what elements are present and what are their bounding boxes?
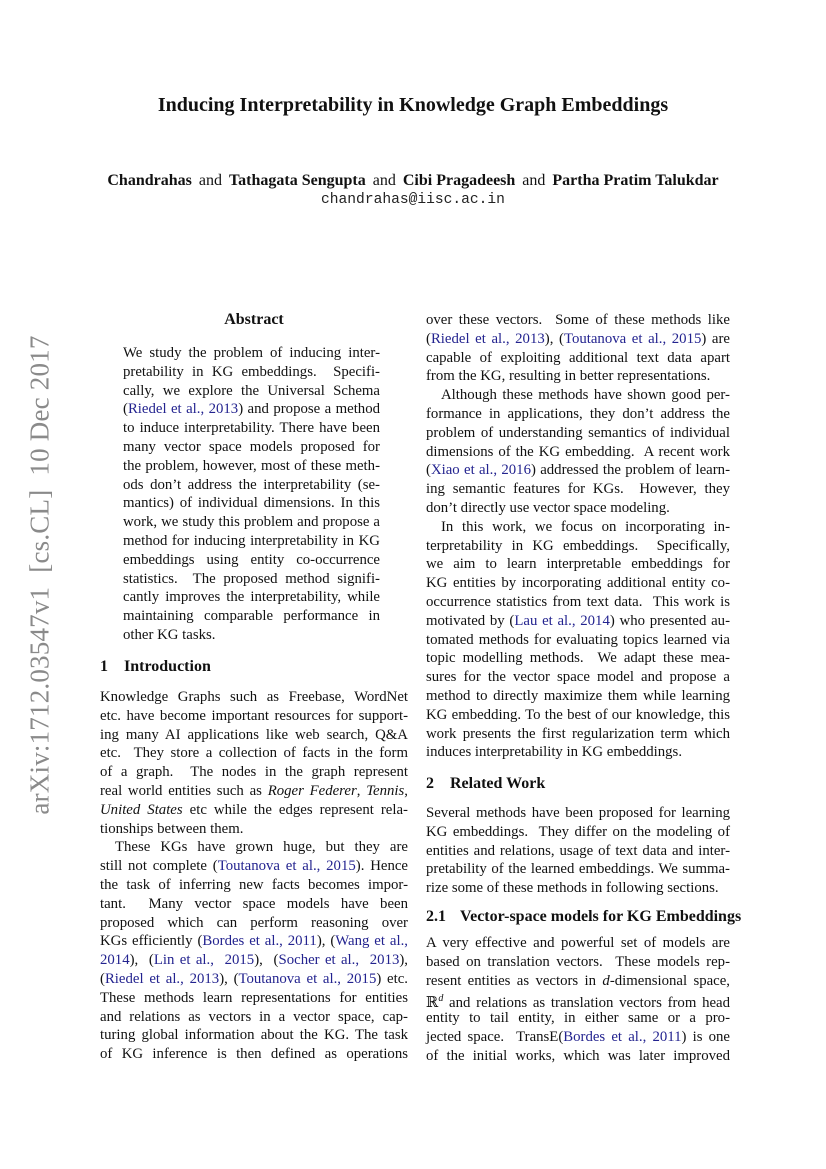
text-run: pretability in KG embeddings. Specifi- xyxy=(123,363,380,380)
text-run: ) are xyxy=(701,330,730,347)
text-line xyxy=(426,1009,730,1028)
text-line xyxy=(426,879,730,898)
text-line xyxy=(123,400,380,419)
text-line xyxy=(100,1008,408,1027)
paragraph xyxy=(426,518,730,762)
text-run: over these vectors. Some of these methods like xyxy=(426,312,730,328)
text-line xyxy=(426,555,730,574)
citation-link[interactable]: Toutanova et al., 2015 xyxy=(238,970,377,987)
arxiv-stamp xyxy=(25,328,56,821)
text-line xyxy=(426,405,730,424)
text-block xyxy=(426,311,730,762)
citation-link[interactable]: Toutanova et al., 2015 xyxy=(563,330,702,347)
text-line xyxy=(426,499,730,518)
text-run: entity to tail entity, in either same or a pro- xyxy=(426,1010,730,1027)
text-line xyxy=(426,461,730,480)
text-run: We study the problem of inducing inter- xyxy=(123,345,380,361)
text-run: ( xyxy=(426,462,431,479)
text-run: cally, we explore the Universal Schema xyxy=(123,382,380,399)
text-run: ( xyxy=(100,970,105,987)
math-symbol: d xyxy=(602,972,610,989)
text-run: In this work, we focus on incorporating in- xyxy=(441,518,730,535)
text-run: work presents the first regularization term which xyxy=(426,725,730,742)
text-line xyxy=(123,457,380,476)
text-run: , xyxy=(404,782,408,799)
text-line xyxy=(426,443,730,462)
text-run: mantics) of individual dimensions. In this xyxy=(123,495,380,512)
text-line xyxy=(100,989,408,1008)
text-line xyxy=(100,1026,408,1045)
text-run: pretability of the learned embeddings. We summa- xyxy=(426,861,730,878)
citation-link[interactable]: Bordes et al., 2011 xyxy=(563,1028,682,1045)
text-run: rize some of these methods in following sections. xyxy=(426,880,719,897)
text-run: induces interpretability in KG embeddings. xyxy=(426,744,683,761)
citation-link[interactable]: Riedel et al., 2013 xyxy=(127,401,239,418)
text-run: embeddings using entity co-occurrence xyxy=(123,551,380,568)
text-line xyxy=(123,494,380,513)
text-run: resent entities as vectors in xyxy=(426,972,603,989)
text-line xyxy=(123,344,380,363)
text-line xyxy=(426,990,730,1012)
text-run: ( xyxy=(123,401,128,418)
author-separator: and xyxy=(198,172,222,189)
text-run: many vector space models proposed for xyxy=(123,438,380,455)
text-line xyxy=(426,725,730,744)
citation-link[interactable]: Xiao et al., 2016 xyxy=(430,462,531,479)
author-name: Cibi Pragadeesh xyxy=(402,172,516,189)
text-line xyxy=(100,763,408,782)
section-title: Introduction xyxy=(124,658,211,675)
text-line xyxy=(426,386,730,405)
text-line xyxy=(123,363,380,382)
section-title: Abstract xyxy=(224,311,284,328)
text-run: of the initial works, which was later improved xyxy=(426,1047,730,1064)
text-run: ), ( xyxy=(219,970,239,987)
paragraph xyxy=(100,688,408,838)
text-line xyxy=(426,574,730,593)
text-block xyxy=(426,934,730,1066)
text-run: etc. have become important resources for support- xyxy=(100,707,408,724)
text-line xyxy=(100,688,408,707)
text-line xyxy=(100,857,408,876)
text-line xyxy=(426,842,730,861)
text-line xyxy=(123,607,380,626)
text-line xyxy=(100,876,408,895)
text-run: problem of understanding semantics of individual xyxy=(426,424,730,441)
text-run: jected space. TransE( xyxy=(426,1028,564,1045)
text-run: Several methods have been proposed for learning xyxy=(426,805,730,821)
text-line xyxy=(123,476,380,495)
text-line xyxy=(426,367,730,386)
text-run: occurrence statistics from text data. This work is xyxy=(426,593,730,610)
text-run: real world entities such as xyxy=(100,782,268,799)
arxiv-id: arXiv:1712.03547v1 xyxy=(24,586,55,815)
text-run: ) who presented au- xyxy=(609,612,731,629)
text-run: method to directly maximize them while learning xyxy=(426,687,730,704)
text-line xyxy=(100,782,408,801)
text-run: the task of inferring new facts becomes impor- xyxy=(100,876,408,893)
text-run: tionships between them. xyxy=(100,820,244,837)
text-run: work, we study this problem and propose a xyxy=(123,514,380,531)
citation-link[interactable]: Bordes et al., 2011 xyxy=(202,933,317,950)
math-symbol: ℝ xyxy=(426,995,439,1012)
text-line xyxy=(426,649,730,668)
text-run: ing semantic features for KGs. However, they xyxy=(426,481,730,498)
citation-link[interactable]: Socher et al., 2013 xyxy=(278,952,400,969)
text-run: statistics. The proposed method signifi- xyxy=(123,570,380,587)
text-line xyxy=(426,743,730,762)
emphasis: Tennis xyxy=(366,782,405,799)
author-name: Tathagata Sengupta xyxy=(228,172,366,189)
text-run: cantly improves the interpretability, while xyxy=(123,589,380,606)
text-run: of KG inference is then defined as operations xyxy=(100,1046,408,1063)
text-run: KG embeddings. They differ on the modeling of xyxy=(426,823,730,840)
text-line xyxy=(123,532,380,551)
citation-link[interactable]: 2014 xyxy=(100,952,130,969)
text-line xyxy=(123,570,380,589)
text-run: turing global information about the KG. The task xyxy=(100,1027,408,1044)
text-run: ) addressed the problem of learn- xyxy=(530,462,731,479)
text-line xyxy=(426,593,730,612)
text-run: entities and relations, usage of text data and inter- xyxy=(426,842,730,859)
text-run: KG embedding. To the best of our knowledge, this xyxy=(426,706,730,723)
text-block xyxy=(100,688,408,1064)
text-line xyxy=(426,612,730,631)
paragraph xyxy=(123,344,380,645)
text-run: ), ( xyxy=(316,933,336,950)
text-line xyxy=(100,932,408,951)
paragraph xyxy=(100,838,408,1064)
text-run: Although these methods have shown good per- xyxy=(441,387,730,404)
text-line xyxy=(426,518,730,537)
text-line xyxy=(100,951,408,970)
text-line xyxy=(426,706,730,725)
text-run: still not complete ( xyxy=(100,858,218,875)
paragraph xyxy=(426,386,730,518)
text-run: A very effective and powerful set of models are xyxy=(426,935,730,951)
text-run: and relations as translation vectors from head xyxy=(443,995,730,1012)
text-run: ) is one xyxy=(681,1028,730,1045)
text-run: formance in applications, they don’t address the xyxy=(426,405,730,422)
text-line xyxy=(100,1045,408,1064)
emphasis: United States xyxy=(100,801,183,818)
text-line xyxy=(100,744,408,763)
section-heading xyxy=(426,908,742,926)
text-run: ( xyxy=(426,330,431,347)
text-run: motivated by ( xyxy=(426,612,515,629)
text-run: These KGs have grown huge, but they are xyxy=(115,839,408,856)
text-run: and relations as vectors in a vector space, cap- xyxy=(100,1008,408,1025)
citation-link[interactable]: Lin et al., 2015 xyxy=(153,952,255,969)
arxiv-date: 10 Dec 2017 xyxy=(24,335,55,476)
section-title: Related Work xyxy=(450,775,546,792)
text-block xyxy=(426,804,730,898)
section-heading xyxy=(100,658,408,676)
author-name: Chandrahas xyxy=(107,172,192,189)
arxiv-category: [cs.CL] xyxy=(24,489,55,573)
text-run: ), ( xyxy=(254,952,279,969)
text-line xyxy=(426,424,730,443)
text-line xyxy=(100,726,408,745)
text-run: capable of exploiting additional text data apart xyxy=(426,349,730,366)
text-line xyxy=(123,513,380,532)
text-run: to induce interpretability. There have been xyxy=(123,420,380,437)
text-run: sures for the vector space model and propose a xyxy=(426,669,730,686)
text-run: Knowledge Graphs such as Freebase, WordNet xyxy=(100,689,408,705)
text-line xyxy=(426,537,730,556)
text-line xyxy=(426,631,730,650)
text-line xyxy=(426,311,730,330)
text-line xyxy=(426,668,730,687)
citation-link[interactable]: Wang et al., xyxy=(335,933,408,950)
text-run: maintaining comparable performance in xyxy=(123,608,380,625)
text-line xyxy=(123,419,380,438)
citation-link[interactable]: Toutanova et al., 2015 xyxy=(217,858,356,875)
text-run: other KG tasks. xyxy=(123,626,216,643)
text-run: KGs efficiently ( xyxy=(100,933,203,950)
text-run: based on translation vectors. These models rep- xyxy=(426,953,730,970)
citation-link[interactable]: Lau et al., 2014 xyxy=(514,612,610,629)
citation-link[interactable]: Riedel et al., 2013 xyxy=(430,330,545,347)
text-line xyxy=(100,914,408,933)
text-run: ). Hence xyxy=(355,858,408,875)
text-line xyxy=(123,626,380,645)
text-line xyxy=(100,838,408,857)
section-title: Vector-space models for KG Embeddings xyxy=(460,908,742,925)
text-line xyxy=(426,972,730,991)
text-run: dimensions of the KG embedding. A recent work xyxy=(426,443,730,460)
text-line xyxy=(426,349,730,368)
text-run: ), ( xyxy=(544,330,564,347)
text-run: terpretability in KG embeddings. Specifically, xyxy=(426,537,730,554)
author-name: Partha Pratim Talukdar xyxy=(552,172,719,189)
text-run: etc. They store a collection of facts in the form xyxy=(100,745,408,762)
section-number: 2 xyxy=(426,775,434,792)
text-run: tomated methods for evaluating topics learned via xyxy=(426,631,730,648)
citation-link[interactable]: Riedel et al., 2013 xyxy=(104,970,220,987)
text-line xyxy=(426,330,730,349)
text-run: proposed which can perform reasoning over xyxy=(100,914,408,931)
text-run: ing many AI applications like web search, Q&A xyxy=(100,726,408,743)
text-run: ), xyxy=(399,952,409,969)
text-line xyxy=(123,438,380,457)
text-run: ) etc. xyxy=(376,970,408,987)
author-list xyxy=(0,172,826,190)
text-run: the problem, however, most of these meth- xyxy=(123,457,380,474)
emphasis: Roger Federer xyxy=(267,782,357,799)
text-line xyxy=(100,707,408,726)
text-run: from the KG, resulting in better representations. xyxy=(426,368,711,385)
paragraph xyxy=(426,804,730,898)
superscript: d xyxy=(438,993,444,1005)
text-run: we aim to learn interpretable embeddings for xyxy=(426,556,730,573)
text-run: tant. Many vector space models have been xyxy=(100,895,408,912)
author-separator: and xyxy=(522,172,546,189)
text-line xyxy=(426,804,730,823)
text-run: don’t directly use vector space modeling. xyxy=(426,499,670,516)
text-run: These methods learn representations for entities xyxy=(100,989,408,1006)
author-email: chandrahas@iisc.ac.in xyxy=(321,192,505,208)
paragraph xyxy=(426,311,730,386)
text-line xyxy=(426,480,730,499)
text-run: topic modelling methods. We adapt these mea- xyxy=(426,650,730,667)
text-run: method for inducing interpretability in KG xyxy=(123,532,380,549)
section-heading xyxy=(100,311,408,329)
text-line xyxy=(123,551,380,570)
text-line xyxy=(100,970,408,989)
text-line xyxy=(426,823,730,842)
text-run: KG entities by incorporating additional entity co- xyxy=(426,575,730,592)
author-separator: and xyxy=(372,172,396,189)
text-line xyxy=(100,895,408,914)
text-block xyxy=(123,344,380,645)
text-run: , xyxy=(356,782,367,799)
paragraph xyxy=(426,934,730,1066)
text-line xyxy=(100,801,408,820)
text-run: ), ( xyxy=(129,952,154,969)
text-line xyxy=(426,953,730,972)
text-line xyxy=(426,1028,730,1047)
text-run: ) and propose a method xyxy=(238,401,381,418)
text-run: etc while the edges represent rela- xyxy=(182,801,408,818)
text-line xyxy=(123,588,380,607)
text-line xyxy=(426,687,730,706)
section-number: 2.1 xyxy=(426,908,446,925)
text-line xyxy=(426,1047,730,1066)
section-number: 1 xyxy=(100,658,108,675)
text-line xyxy=(123,382,380,401)
paper-title: Inducing Interpretability in Knowledge Graph Embeddings xyxy=(157,94,669,116)
text-line xyxy=(100,820,408,839)
text-run: ods don’t address the interpretability (se- xyxy=(123,476,380,493)
section-heading xyxy=(426,775,730,793)
text-run: of a graph. The nodes in the graph represent xyxy=(100,764,408,781)
text-run: -dimensional space, xyxy=(609,972,730,989)
text-line xyxy=(426,934,730,953)
text-line xyxy=(426,860,730,879)
